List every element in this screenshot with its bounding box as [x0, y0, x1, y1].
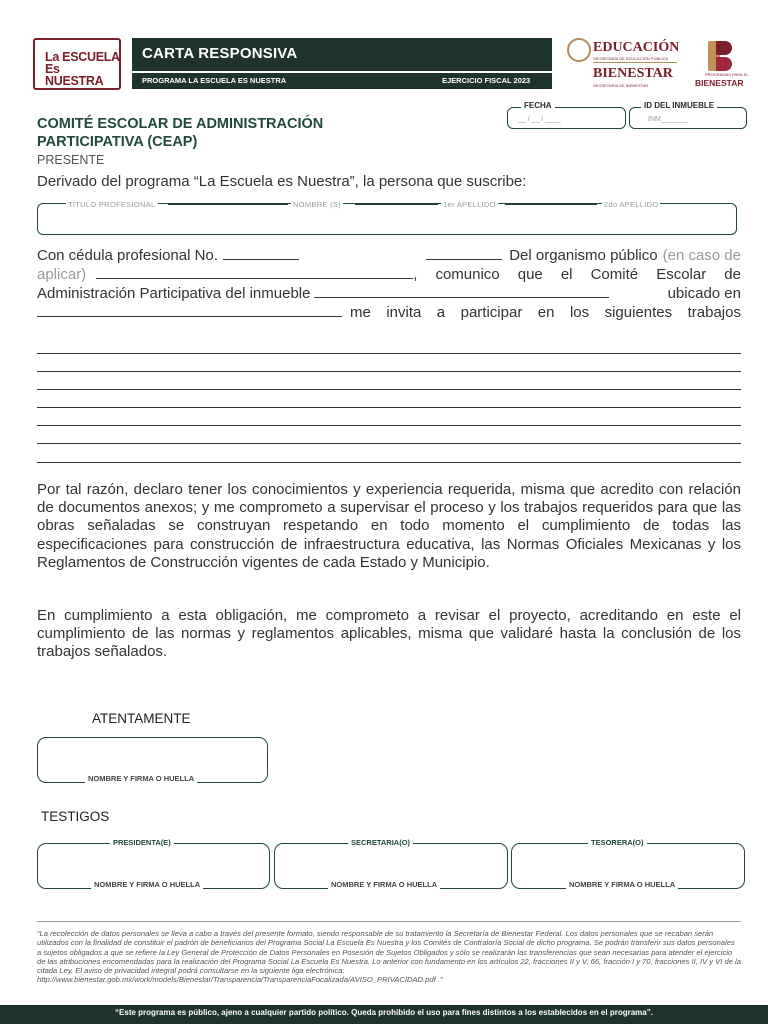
name-field-line	[505, 204, 597, 205]
witness-signature-label: NOMBRE Y FIRMA O HUELLA	[566, 880, 678, 889]
para1-text: ubicado en	[667, 285, 741, 302]
para3: En cumplimiento a esta obligación, me comprometo a revisar el proyecto, acreditando en este el cumplimiento de las normas y reglamentos aplicables, misma que validaré hasta la conclusión de los trabajos señalados.	[37, 607, 741, 661]
work-line[interactable]	[37, 443, 741, 444]
intro-text: Derivado del programa “La Escuela es Nuestra”, la persona que suscribe:	[37, 173, 527, 190]
apellido2-label: 2do APELLIDO	[604, 200, 659, 209]
titulo-profesional-label: TÍTULO PROFESIONAL	[68, 200, 156, 209]
committee-title	[37, 115, 323, 151]
work-line[interactable]	[37, 425, 741, 426]
bienestar-wordmark: BIENESTAR	[593, 66, 673, 81]
para1-text: , comunico que el Comité Escolar de	[413, 266, 741, 283]
fecha-label: FECHA	[521, 101, 555, 110]
witness-role: SECRETARIA(O)	[348, 838, 413, 847]
name-field-line	[355, 204, 438, 205]
la-escuela-es-nuestra-logo	[33, 38, 121, 90]
notice-divider	[37, 921, 741, 922]
programs-bienestar: BIENESTAR	[695, 78, 744, 88]
logo-divider	[593, 62, 677, 63]
work-line[interactable]	[37, 389, 741, 390]
nombre-label: NOMBRE (S)	[293, 200, 341, 209]
work-line[interactable]	[37, 407, 741, 408]
testigos: TESTIGOS	[41, 809, 110, 824]
witness-role: TESORERA(O)	[588, 838, 647, 847]
committee-title-line-1: COMITÉ ESCOLAR DE ADMINISTRACIÓN	[37, 116, 324, 132]
page-title: CARTA RESPONSIVA	[142, 45, 298, 62]
para1-hint: aplicar)	[37, 266, 87, 283]
para1-text: Administración Participativa del inmueble	[37, 285, 311, 302]
privacy-notice: “La recolección de datos personales se lleva a cabo a través del presente formato, siendo responsable de su tratamiento la Secretaría de Bienestar Federal. Los datos personales que se recaban serán utilizados con la finalidad de constituir el padrón de beneficiarios del Programa Social La Escuela Es Nuestra y los Comités de Contraloría Social de dicho programa. Se podrán transferir sus datos personales a sujetos obligados a que se refiere la Ley General de Protección de Datos Personales en Posesión de Sujetos Obligados y sólo se realizarán las transferencias que sean necesarias para atender el ejercicio de las atribuciones encomendadas para la realización del Programa Social La Escuela Es Nuestra. Lo anterior con fundamento en los artículos 22, fracciones II y V, 66, fracción I y 70, fracciones II, IV y VI de la citada Ley. El aviso de privacidad integral podrá consultarse en la siguiente liga electrónica: http://www.bienestar.gob.mx/work/models/Bienestar/Transparencia/TransparenciaFocalizada/AVISO_PRIVACIDAD.pdf .”	[37, 929, 741, 985]
organismo-blank[interactable]	[96, 265, 413, 279]
educacion-subtitle: SECRETARÍA DE EDUCACIÓN PÚBLICA	[593, 56, 669, 61]
cedula-blank-2[interactable]	[426, 246, 502, 260]
para2: Por tal razón, declaro tener los conocimientos y experiencia requerida, misma que acredito con relación de documentos anexos; y me comprometo a supervisar el proceso y los trabajos requeridos para que las obras señaladas se construyan respetando en todo momento el cumplimiento de todas las especificaciones para construcción de infraestructura educativa, las Normas Oficiales Mexicanas y los Reglamentos de Construcción vigentes de cada Estado y Municipio.	[37, 481, 741, 571]
work-line[interactable]	[37, 353, 741, 354]
apellido1-label: 1er APELLIDO	[443, 200, 496, 209]
cedula-blank[interactable]	[223, 246, 299, 260]
id-inmueble-hint: INM_______	[648, 116, 689, 123]
educacion-wordmark: EDUCACIÓN	[593, 40, 680, 55]
presente: PRESENTE	[37, 153, 105, 167]
witness-signature-label: NOMBRE Y FIRMA O HUELLA	[91, 880, 203, 889]
programs-label: PROGRAMAS PARA EL	[705, 72, 749, 77]
ubicacion-blank[interactable]	[37, 303, 342, 317]
bienestar-b-icon	[708, 41, 732, 71]
logo-line-1: La ESCUELA	[45, 50, 120, 64]
para1	[37, 246, 741, 322]
committee-title-line-2: PARTICIPATIVA (CEAP)	[37, 134, 198, 150]
work-line[interactable]	[37, 371, 741, 372]
para1-text: Con cédula profesional No.	[37, 247, 218, 264]
inmueble-blank[interactable]	[314, 284, 609, 298]
witness-role: PRESIDENTA(E)	[110, 838, 174, 847]
atentamente: ATENTAMENTE	[92, 711, 191, 726]
fiscal-year: EJERCICIO FISCAL 2023	[442, 76, 531, 85]
para1-hint: (en caso de	[662, 247, 741, 264]
signature-label: NOMBRE Y FIRMA O HUELLA	[85, 774, 197, 783]
name-field-line	[168, 204, 288, 205]
witness-signature-label: NOMBRE Y FIRMA O HUELLA	[328, 880, 440, 889]
program-name: PROGRAMA LA ESCUELA ES NUESTRA	[142, 76, 287, 85]
footer-text: “Este programa es público, ajeno a cualquier partido político. Queda prohibido el uso para fines distintos a los establecidos en el programa”.	[115, 1008, 653, 1017]
bienestar-subtitle: SECRETARÍA DE BIENESTAR	[593, 83, 649, 88]
work-line[interactable]	[37, 462, 741, 463]
id-inmueble-label: ID DEL INMUEBLE	[641, 101, 717, 110]
national-seal-icon	[567, 38, 591, 62]
para1-text: me invita a participar en los siguientes trabajos	[350, 304, 741, 321]
logo-line-2: Es NUESTRA	[45, 62, 104, 88]
fecha-hint: __ / __ / ____	[518, 116, 561, 123]
para1-text: Del organismo público	[509, 247, 658, 264]
